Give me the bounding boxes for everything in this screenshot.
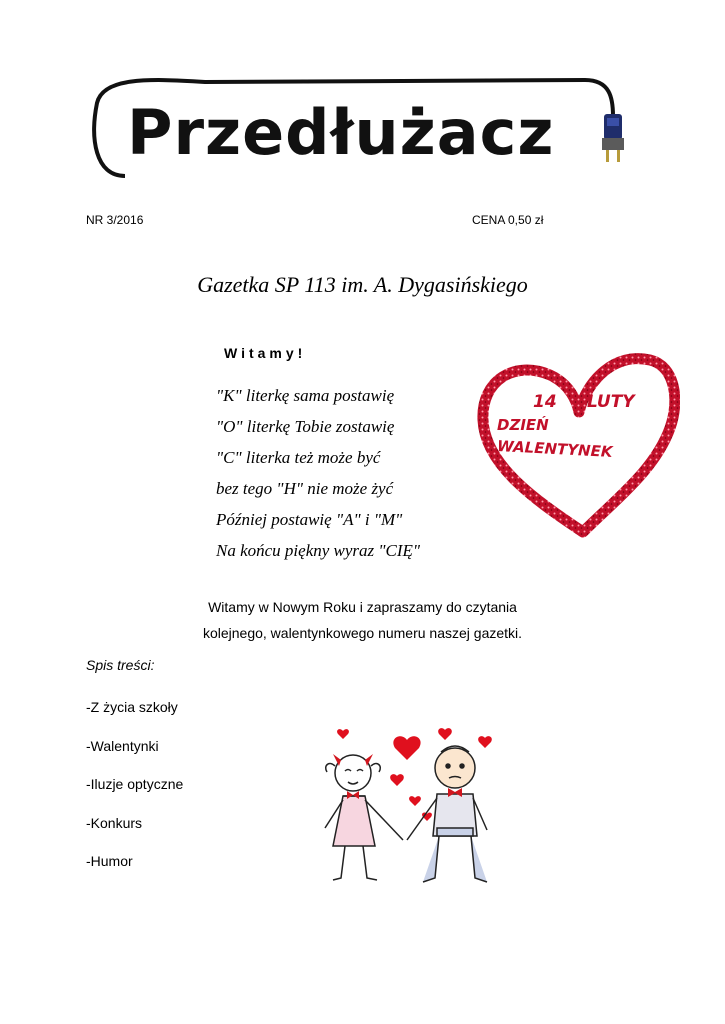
table-of-contents bbox=[86, 697, 183, 890]
newspaper-title: Przedłużacz bbox=[127, 96, 555, 169]
newspaper-subtitle: Gazetka SP 113 im. A. Dygasińskiego bbox=[197, 272, 528, 297]
intro-paragraph bbox=[0, 594, 725, 646]
heart-line-day: DZIEŃ bbox=[497, 416, 549, 434]
poem bbox=[216, 380, 420, 566]
toc-item: -Konkurs bbox=[86, 814, 143, 831]
masthead bbox=[85, 68, 645, 198]
valentine-kids-illustration bbox=[315, 728, 505, 903]
greeting-heading: Witamy! bbox=[224, 345, 307, 361]
poem-line: "K" literkę sama postawię bbox=[216, 386, 395, 405]
intro-line: Witamy w Nowym Roku i zapraszamy do czytania bbox=[208, 599, 517, 615]
power-plug-icon bbox=[602, 114, 624, 162]
poem-line: "C" literka też może być bbox=[216, 448, 381, 467]
poem-line: Później postawię "A" i "M" bbox=[216, 510, 403, 529]
heart-day: 14 bbox=[533, 392, 557, 412]
intro-line: kolejnego, walentynkowego numeru naszej gazetki. bbox=[202, 625, 523, 641]
poem-line: Na końcu piękny wyraz "CIĘ" bbox=[216, 541, 421, 560]
heart-line-valentines: WALENTYNEK bbox=[496, 436, 613, 462]
toc-item: -Walentynki bbox=[86, 737, 159, 754]
kids-holding-hands-icon bbox=[315, 728, 505, 903]
toc-item: -Humor bbox=[86, 853, 133, 869]
poem-line: "O" literkę Tobie zostawię bbox=[216, 417, 395, 436]
toc-item: -Iluzje optyczne bbox=[86, 776, 184, 792]
issue-price: CENA 0,50 zł bbox=[472, 213, 544, 227]
poem-line: bez tego "H" nie może żyć bbox=[216, 479, 394, 498]
valentines-heart-badge bbox=[475, 350, 680, 540]
toc-item: -Z życia szkoły bbox=[86, 699, 178, 715]
toc-title: Spis treści: bbox=[86, 657, 155, 673]
issue-number: NR 3/2016 bbox=[86, 213, 144, 227]
heart-month: LUTY bbox=[587, 392, 635, 412]
